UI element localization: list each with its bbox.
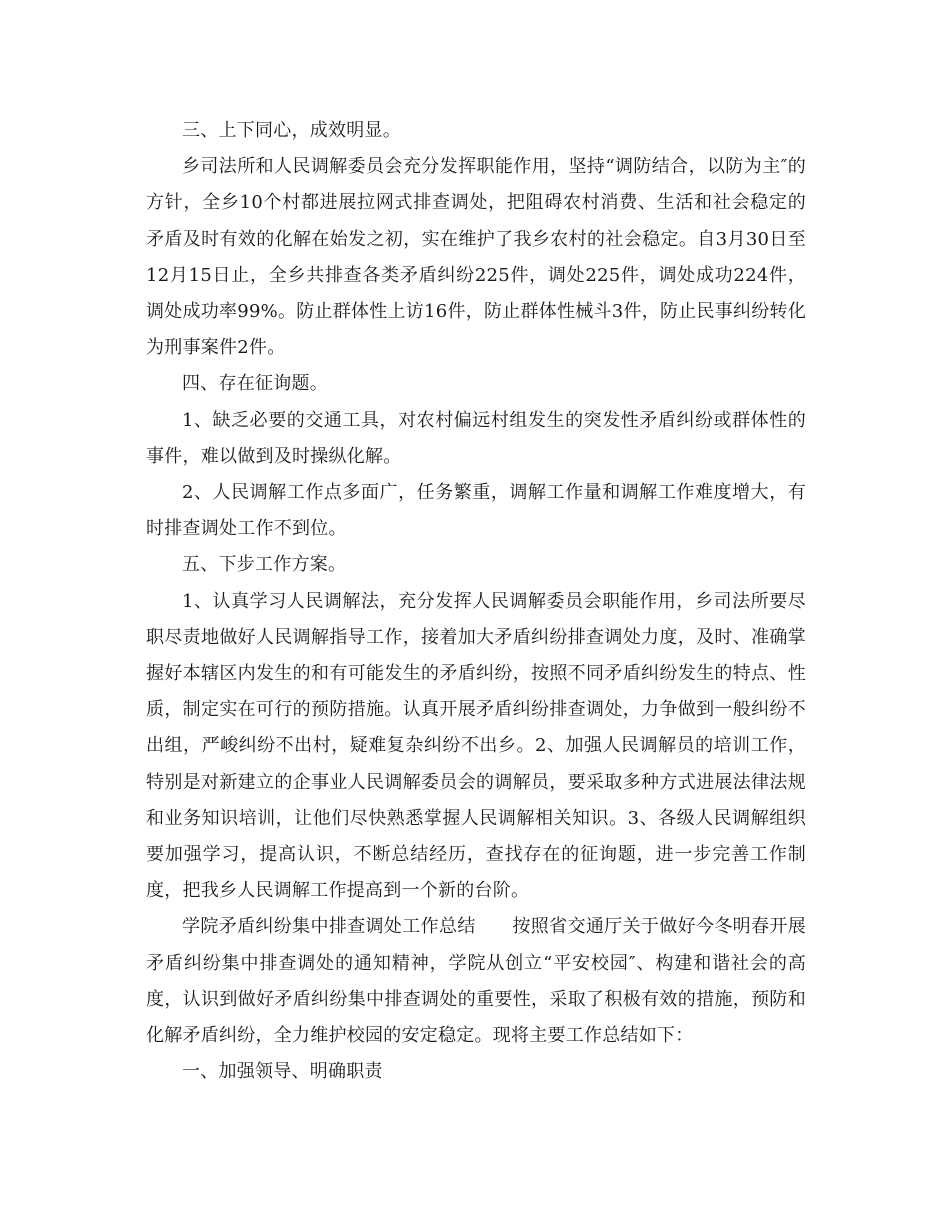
paragraph-results: 乡司法所和人民调解委员会充分发挥职能作用，坚持“调防结合，以防为主″的方针，全乡10个村都进展拉网式排查调处，把阻碍农村消费、生活和社会稳定的矛盾及时有效的化解在始发之初，实在维护了我乡农村的社会稳定。自3月30日至12月15日止，全乡共排查各类矛盾纠纷225件，调处225件，调处成功224件，调处成功率99%。防止群体性上访16件，防止群体性械斗3件，防止民事纠纷转化为刑事案件2件。 xyxy=(146,156,807,359)
section-heading-results: 三、上下同心，成效明显。 xyxy=(182,120,401,141)
section-heading-leadership: 一、加强领导、明确职责 xyxy=(182,1061,383,1083)
paragraph-college-summary: 学院矛盾纠纷集中排查调处工作总结 按照省交通厅关于做好今冬明春开展矛盾纠纷集中排查调处的通知精神，学院从创立“平安校园″、构建和谐社会的高度，认识到做好矛盾纠纷集中排查调处的重要性，采取了积极有效的措施，预防和化解矛盾纠纷，全力维护校园的安定稳定。现将主要工作总结如下： xyxy=(146,916,806,1047)
paragraph-problem-1: 1、缺乏必要的交通工具，对农村偏远村组发生的突发性矛盾纠纷或群体性的事件，难以做到及时操纵化解。 xyxy=(146,409,806,467)
paragraph-problem-2: 2、人民调解工作点多面广，任务繁重，调解工作量和调解工作难度增大，有时排查调处工作不到位。 xyxy=(146,482,806,540)
paragraph-plan: 1、认真学习人民调解法，充分发挥人民调解委员会职能作用，乡司法所要尽职尽责地做好人民调解指导工作，接着加大矛盾纠纷排查调处力度，及时、准确掌握好本辖区内发生的和有可能发生的矛盾纠纷，按照不同矛盾纠纷发生的特点、性质，制定实在可行的预防措施。认真开展矛盾纠纷排查调处，力争做到一般纠纷不出组，严峻纠纷不出村，疑难复杂纠纷不出乡。2、加强人民调解员的培训工作，特别是对新建立的企事业人民调解委员会的调解员，要采取多种方式进展法律法规和业务知识培训，让他们尽快熟悉掌握人民调解相关知识。3、各级人民调解组织要加强学习，提高认识，不断总结经历，查找存在的征询题，进一步完善工作制度，把我乡人民调解工作提高到一个新的台阶。 xyxy=(146,590,806,902)
section-heading-problems: 四、存在征询题。 xyxy=(182,373,328,395)
document-body xyxy=(146,113,806,1090)
section-heading-plan: 五、下步工作方案。 xyxy=(182,554,347,576)
